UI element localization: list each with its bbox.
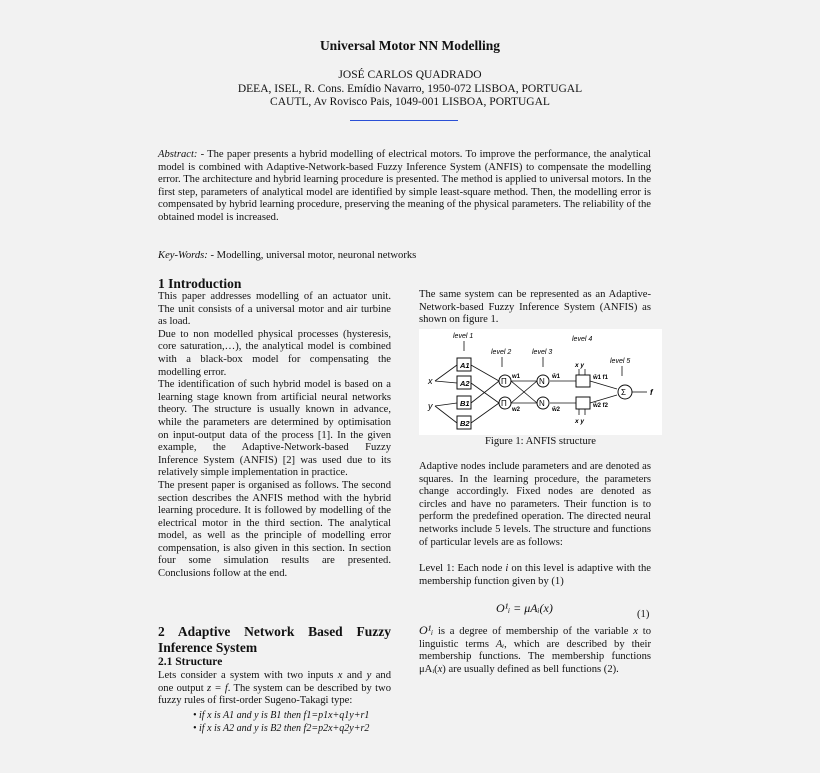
mf-label: B2 xyxy=(460,419,470,428)
sum-label: Σ xyxy=(621,388,626,397)
input-x: x xyxy=(428,376,433,386)
mf-nodes xyxy=(457,358,471,429)
figure-caption: Figure 1: ANFIS structure xyxy=(485,436,596,447)
n-label: N xyxy=(539,399,545,408)
text-run: is a degree of membership of the variable xyxy=(433,626,634,637)
level-label: level 3 xyxy=(532,349,553,356)
anfis-figure xyxy=(419,329,662,435)
text-run: Level 1: Each node xyxy=(419,563,506,574)
weight-label: w1 xyxy=(512,374,521,380)
title-divider xyxy=(350,120,458,121)
consequent-node-1 xyxy=(576,375,590,387)
o1i-symbol: O¹ᵢ xyxy=(419,623,434,637)
mf-label: A1 xyxy=(460,361,470,370)
rules-list xyxy=(193,709,369,735)
weight-label: w2 xyxy=(512,407,521,413)
output-label: f xyxy=(650,388,653,397)
level-label: level 1 xyxy=(453,333,474,340)
section1-heading: 1 Introduction xyxy=(158,276,242,291)
mf-label: B1 xyxy=(460,399,470,408)
anfis-diagram xyxy=(419,329,662,435)
input-y: y xyxy=(428,401,433,411)
author-name: JOSÉ CARLOS QUADRADO xyxy=(338,69,482,81)
var-x: x xyxy=(437,663,443,675)
text-run: , which are described by their membership functions. The membership functions μAᵢ( xyxy=(419,638,652,675)
adaptive-nodes-paragraph: Adaptive nodes include parameters and are denoted as squares. In the learning procedure, the parameters change accordingly. Fixed nodes are denoted as circles and have no parameters. Their function is to perform the predefined operation. The directed neural networks include 5 levels. The structure and functions of particular levels are as follows: xyxy=(419,461,651,548)
rule-item: • if x is A1 and y is B1 then f1=p1x+q1y+r1 xyxy=(193,710,370,721)
pi-label: Π xyxy=(501,399,507,408)
affiliation-1: DEEA, ISEL, R. Cons. Emídio Navarro, 1950-072 LISBOA, PORTUGAL xyxy=(237,83,583,95)
equation-1-number: (1) xyxy=(637,609,650,620)
text-run: to linguistic terms xyxy=(419,626,652,650)
text-run: and xyxy=(342,670,367,681)
intro-paragraph-3: The identification of such hybrid model is based on a learning stage known from artificial neural networks theory. The structure is usually known in advance, while the parameters are determined by optimisation on input-output data of the process [1]. In the given example, the Adaptive-Network-based Fuzzy Inference System (ANFIS) [2] was used due to its relatively simple implementation in practice. xyxy=(158,379,391,479)
norm-weight-label: w̄1 xyxy=(552,374,561,380)
network-edges xyxy=(435,365,647,423)
level-label: level 2 xyxy=(491,349,512,356)
mf-label: A2 xyxy=(460,379,470,388)
l4-output-label: w̄1 f1 xyxy=(593,375,609,381)
var-x: x xyxy=(337,670,343,681)
abstract-text: - The paper presents a hybrid modelling of electrical motors. To improve the performance, the analytical model is combined with Adaptive-Network-based Fuzzy Inference System (ANFIS) to compensate the modelling error. The architecture and hybrid learning procedure is presented. The method is applied to universal motors. In the first step, parameters of analytical model are identified by simple least-square method. Then, the modelling error is compensated by hybrid learning procedure, preserving the meaning of the physical parameters. The reliability of the obtained model is increased. xyxy=(158,149,651,223)
output-expression: z = f xyxy=(206,682,228,694)
consequent-node-2 xyxy=(576,397,590,409)
var-i: i xyxy=(505,563,509,574)
var-y: y xyxy=(366,670,372,681)
n-label: N xyxy=(539,377,545,386)
text-run: and one output xyxy=(158,670,392,694)
intro-paragraph-1: This paper addresses modelling of an actuator unit. The unit consists of a universal motor and air turbine as load. xyxy=(158,291,391,328)
level-label: level 4 xyxy=(572,336,593,343)
var-x: x xyxy=(633,626,638,637)
section1-body xyxy=(158,291,391,581)
keywords-text: - Modelling, universal motor, neuronal networks xyxy=(207,250,417,261)
anfis-intro-paragraph: The same system can be represented as an Adaptive-Network-based Fuzzy Inference System (ANFIS) as shown on figure 1. xyxy=(419,289,651,326)
structure-paragraph xyxy=(158,670,391,708)
rule-2: if x is A2 and y is B2 then f2=p2x+q2y+r2 xyxy=(199,723,370,734)
xy-label: x y xyxy=(575,362,585,369)
intro-paragraph-4: The present paper is organised as follows. The second section describes the ANFIS method with the hybrid learning procedure. It is followed by modelling of the electrical motor in the third section. The analytical model, as well as the principle of modelling error compensation, is also given in this section. In section four some simulation results are presented. Conclusions follow at the end. xyxy=(158,479,391,580)
rule-1: if x is A1 and y is B1 then f1=p1x+q1y+r1 xyxy=(199,710,370,721)
text-run: on this level is adaptive with the membership function given by (1) xyxy=(419,563,651,587)
text-run: ) are usually defined as bell functions (2). xyxy=(442,663,619,675)
l4-output-label: w̄2 f2 xyxy=(593,403,609,409)
level-label: level 5 xyxy=(610,358,631,365)
intro-paragraph-2: Due to non modelled physical processes (hysteresis, core saturation,…), the analytical model is combined with a black-box model for compensating the modelling error. xyxy=(158,328,391,378)
norm-weight-label: w̄2 xyxy=(552,407,561,413)
level1-paragraph xyxy=(419,563,651,588)
pi-label: Π xyxy=(501,377,507,386)
equation-1: O¹ᵢ = μAᵢ(x) xyxy=(496,601,553,615)
affiliation-2: CAUTL, Av Rovisco Pais, 1049-001 LISBOA, PORTUGAL xyxy=(270,96,550,108)
level-arrows xyxy=(464,341,622,376)
xy-label: x y xyxy=(575,418,585,425)
section2-heading: 2 Adaptive Network Based Fuzzy Inference System xyxy=(158,624,391,655)
text-run: Lets consider a system with two inputs xyxy=(158,670,338,681)
keywords-label: Key-Words: xyxy=(158,250,208,261)
paper-title: Universal Motor NN Modelling xyxy=(319,38,501,53)
var-ai: Aᵢ xyxy=(495,638,505,650)
abstract-label: Abstract: xyxy=(158,149,198,160)
text-run: . The system can be described by two fuzzy rules of first-order Sugeno-Takagi type: xyxy=(158,682,391,707)
abstract xyxy=(158,149,651,225)
rule-item: • if x is A2 and y is B2 then f2=p2x+q2y+r2 xyxy=(193,723,370,734)
subsection-2-1-heading: 2.1 Structure xyxy=(158,656,223,668)
membership-paragraph xyxy=(419,624,651,676)
keywords xyxy=(158,250,651,263)
